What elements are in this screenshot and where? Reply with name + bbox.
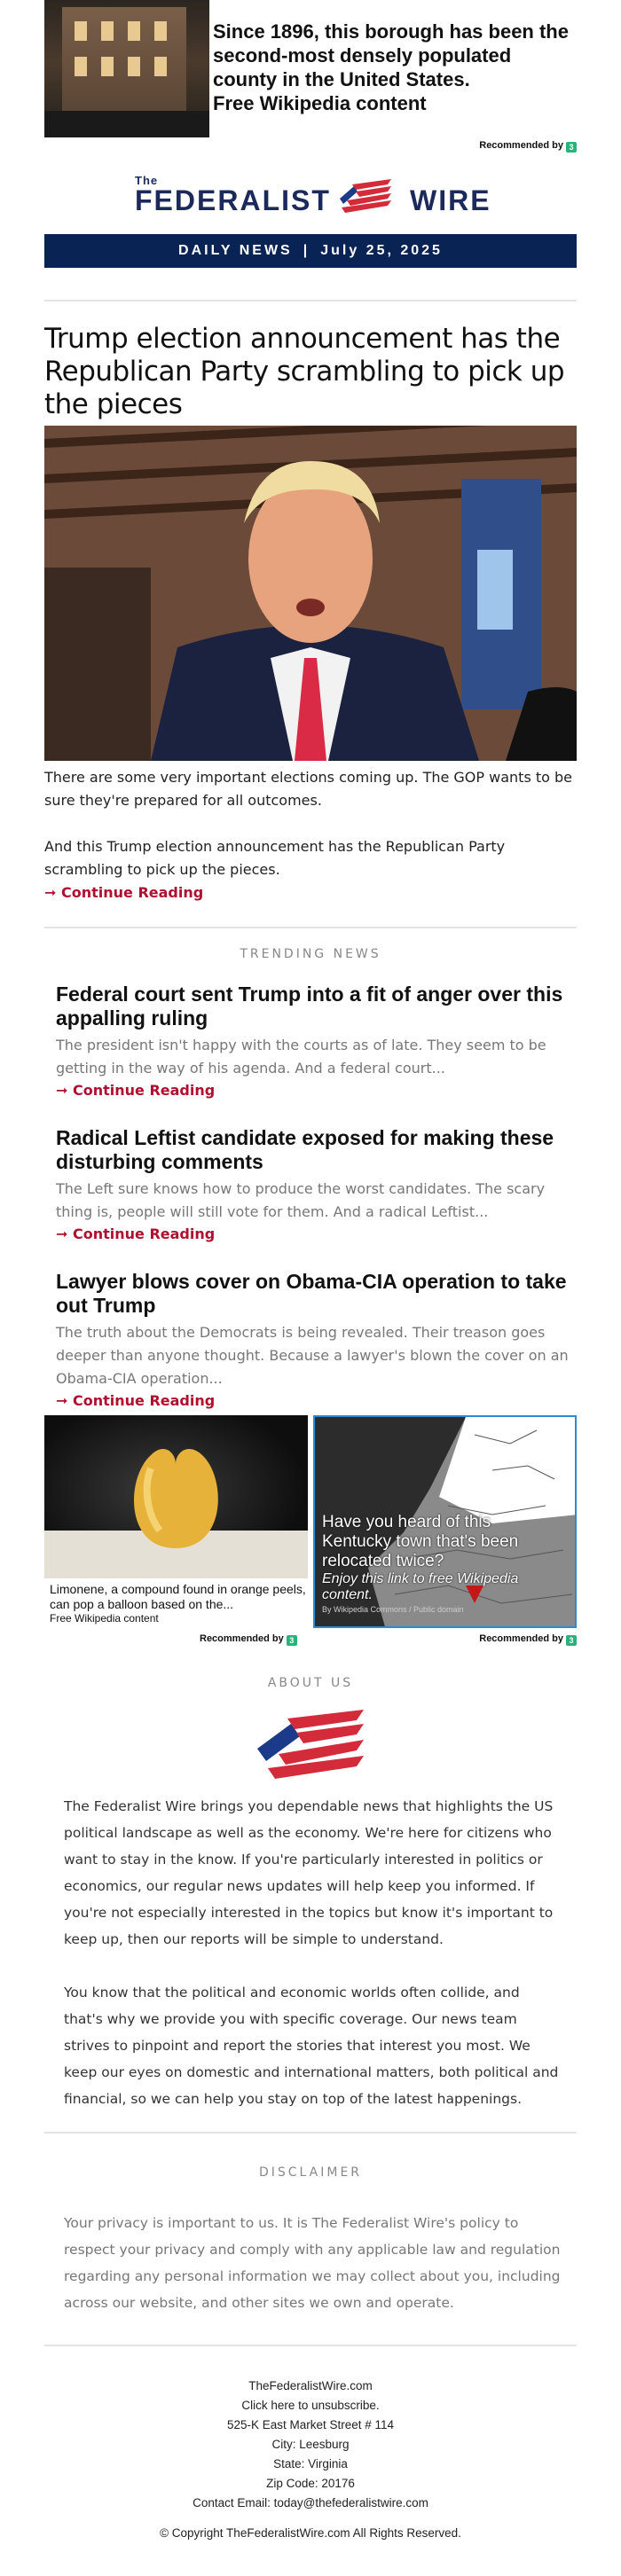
footer-site[interactable]: TheFederalistWire.com [248, 2379, 373, 2392]
trending-title[interactable]: Lawyer blows cover on Obama-CIA operation to take out Trump [56, 1270, 567, 1317]
ad-card-left[interactable] [44, 1415, 308, 1628]
recommended-by[interactable]: Recommended by 3 [479, 1633, 577, 1646]
trending-title[interactable]: Radical Leftist candidate exposed for making these disturbing comments [56, 1126, 554, 1173]
continue-reading-link[interactable]: ➞ Continue Reading [56, 1225, 216, 1242]
ad-source[interactable]: Free Wikipedia content [50, 1612, 159, 1625]
main-article-title[interactable]: Trump election announcement has the Republican Party scrambling to pick up the pieces [44, 323, 565, 420]
logo-wire: WIRE [410, 184, 491, 216]
recommended-badge-icon: 3 [566, 1635, 577, 1646]
ad-card-right[interactable] [313, 1415, 577, 1628]
continue-reading-link[interactable]: ➞ Continue Reading [56, 1082, 216, 1099]
trending-news-label: TRENDING NEWS [240, 947, 381, 961]
about-us-label: ABOUT US [267, 1676, 354, 1690]
ad-image-map[interactable] [313, 1415, 577, 1628]
recommended-badge-icon: 3 [566, 142, 577, 153]
about-paragraph: The Federalist Wire brings you dependable news that highlights the US political landscape as well as the economy. We're here for citizens who want to stay in the know. If you're particularly interested in politics or economics, our regular news updates will help keep you informed. If you're not especially interested in the topics but know it's important to keep up, then our reports will be simple to understand. [64, 1798, 554, 1947]
footer-copyright: © Copyright TheFederalistWire.com All Rights Reserved. [160, 2526, 461, 2540]
disclaimer-label: DISCLAIMER [258, 2165, 363, 2180]
divider [44, 2345, 577, 2346]
divider [44, 2132, 577, 2134]
date-separator: | [303, 243, 310, 258]
footer-city: City: Leesburg [271, 2438, 350, 2451]
trending-summary: The Left sure knows how to produce the worst candidates. The scary thing is, people will still vote for them. And a radical Leftist... [56, 1180, 546, 1220]
ad-subcaption[interactable]: Enjoy this link to free Wikipedia content. [322, 1571, 519, 1602]
top-recommendation-ad[interactable] [44, 0, 577, 158]
recommended-badge-icon: 3 [287, 1635, 297, 1646]
trending-summary: The president isn't happy with the courts as of late. They seem to be getting in the way of his agenda. And a federal court... [56, 1037, 546, 1077]
footer-street: 525-K East Market Street # 114 [226, 2418, 395, 2431]
footer-contact-email[interactable]: Contact Email: today@thefederalistwire.com [193, 2496, 428, 2509]
flag-icon [255, 1710, 366, 1781]
divider [44, 300, 577, 301]
ad-image-balloon[interactable] [44, 1415, 308, 1578]
ad-attribution: By Wikipedia Commons / Public domain [322, 1605, 464, 1614]
main-article-body [44, 766, 577, 904]
logo-federalist: FEDERALIST [135, 184, 331, 216]
disclaimer-text: Your privacy is important to us. It is The Federalist Wire's policy to respect your privacy and comply with any applicable law and regulation regarding any personal information we may collect about you, including across our website, and other sites we own and operate. [64, 2215, 561, 2311]
daily-news-label: DAILY NEWS [178, 243, 293, 258]
main-article-paragraph: There are some very important elections coming up. The GOP wants to be sure they're prepared for all outcomes. [44, 769, 573, 809]
ad-thumbnail-image[interactable] [44, 0, 209, 137]
continue-reading-link[interactable]: ➞ Continue Reading [56, 1392, 216, 1409]
recommended-by[interactable]: Recommended by 3 [479, 140, 577, 153]
ad-headline[interactable]: Since 1896, this borough has been the second-most densely populated county in the United States. [213, 20, 569, 90]
logo-the: The [135, 174, 159, 187]
recommended-by[interactable]: Recommended by 3 [200, 1633, 297, 1646]
ad-source[interactable]: Free Wikipedia content [213, 92, 427, 114]
trending-title[interactable]: Federal court sent Trump into a fit of anger over this appalling ruling [56, 983, 563, 1030]
date-banner [44, 234, 577, 268]
about-paragraph: You know that the political and economic worlds often collide, and that's why we provide you with specific coverage. Our news team strives to pinpoint and report the stories that interest you most. We keep our eyes on domestic and international matters, both political and financial, so we can help you stay on top of the latest happenings. [64, 1985, 559, 2107]
ad-caption[interactable]: Limonene, a compound found in orange peels, can pop a balloon based on the... [50, 1582, 306, 1611]
trending-item[interactable] [56, 1126, 579, 1242]
main-article-image[interactable] [44, 426, 577, 761]
issue-date: July 25, 2025 [320, 243, 443, 258]
ad-caption[interactable]: Have you heard of this Kentucky town that's been relocated twice? [322, 1513, 519, 1570]
flag-icon [334, 179, 395, 215]
footer [44, 2376, 577, 2543]
footer-zip: Zip Code: 20176 [266, 2477, 355, 2490]
trending-item[interactable] [56, 1270, 579, 1409]
main-continue-reading-link[interactable]: ➞ Continue Reading [44, 884, 204, 901]
trending-summary: The truth about the Democrats is being revealed. Their treason goes deeper than anyone thought. Because a lawyer's blown the cover on an Obama-CIA operation... [56, 1324, 569, 1387]
site-logo[interactable] [44, 170, 577, 223]
unsubscribe-link[interactable]: Click here to unsubscribe. [241, 2399, 380, 2412]
recommendation-ads [44, 1415, 577, 1648]
footer-state: State: Virginia [273, 2457, 348, 2470]
trending-item[interactable] [56, 983, 579, 1099]
main-article-paragraph: And this Trump election announcement has the Republican Party scrambling to pick up the pieces. [44, 838, 506, 878]
divider [44, 927, 577, 928]
